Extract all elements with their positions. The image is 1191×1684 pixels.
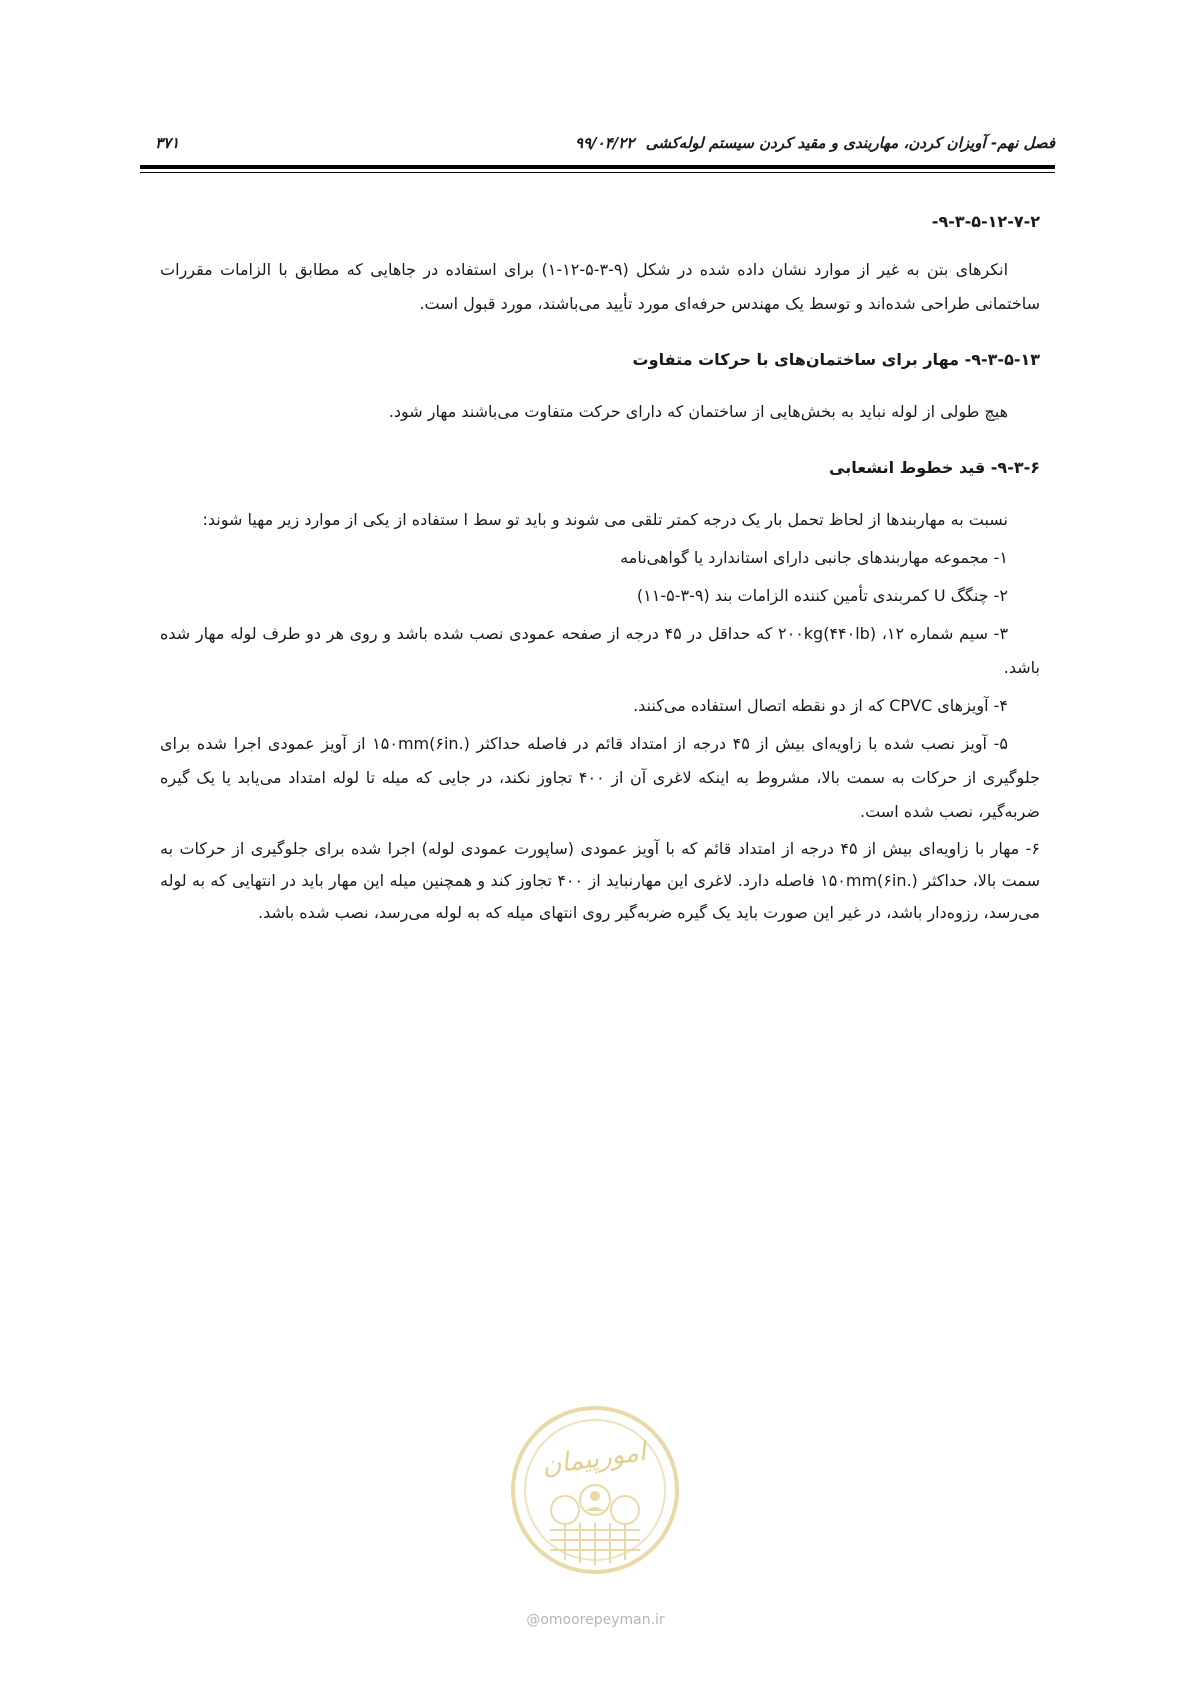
page-number: ۳۷۱ bbox=[155, 134, 180, 152]
section-heading-3: ۹-۳-۶- قید خطوط انشعابی bbox=[829, 458, 1040, 477]
watermark-logo bbox=[510, 1405, 680, 1575]
list-item: ۳- سیم شماره ۱۲، ۲۰۰kg(۴۴۰lb) که حداقل در ۴۵ درجه از صفحه عمودی نصب شده باشد و روی هر دو طرف لوله مهار شده باشد. bbox=[160, 624, 1040, 677]
section-heading-2: ۹-۳-۵-۱۳- مهار برای ساختمان‌های با حرکات متفاوت bbox=[632, 350, 1040, 369]
list-item: ۵- آویز نصب شده با زاویه‌ای بیش از ۴۵ درجه از امتداد قائم در فاصله حداکثر ۱۵۰mm(۶in.) از آویز عمودی اجرا شده برای جلوگیری از حرکات به سمت بالا، مشروط به اینکه لاغری آن از ۴۰۰ تجاوز نکند، در جایی که میله تا لوله امتداد می‌یابد یا یک گیره ضربه‌گیر، نصب شده است. bbox=[160, 734, 1041, 821]
header-rule-thin bbox=[140, 172, 1055, 173]
list-item: ۲- چنگگ U کمربندی تأمین کننده الزامات بند (۹-۳-۵-۱۱) bbox=[636, 586, 1008, 605]
section-paragraph-2: هیچ طولی از لوله نباید به بخش‌هایی از ساختمان که دارای حرکت متفاوت می‌باشند مهار شود. bbox=[388, 402, 1008, 421]
page-header bbox=[140, 128, 1055, 162]
section-intro-3: نسبت به مهاربندها از لحاظ تحمل بار یک درجه کمتر تلقی می شوند و باید تو سط ا ستفاده از یکی از موارد زیر مهیا شوند: bbox=[202, 510, 1008, 529]
section-paragraph-1: انکرهای بتن به غیر از موارد نشان داده شده در شکل (۹-۳-۵-۱۲-۱) برای استفاده در جاهایی که مطابق با الزامات مقررات ساختمانی طراحی شده‌اند و توسط یک مهندس حرفه‌ای مورد تأیید می‌باشند، مورد قبول است. bbox=[160, 260, 1040, 313]
list-item: ۶- مهار با زاویه‌ای بیش از ۴۵ درجه از امتداد قائم که با آویز عمودی (ساپورت عمودی لوله) اجرا شده برای جلوگیری از حرکات به سمت بالا، حداکثر ۱۵۰mm(۶in.) فاصله دارد. لاغری این مهارنباید از ۴۰۰ تجاوز کند و همچنین میله این مهار باید در انتهایی که به لوله می‌رسد، رزوه‌دار باشد، در غیر این صورت باید یک گیره ضربه‌گیر روی انتهای میله که به لوله می‌رسد، نصب شده باشد. bbox=[160, 839, 1041, 922]
page-body bbox=[160, 205, 1040, 929]
header-date: ۹۹/۰۴/۲۲ bbox=[575, 134, 635, 152]
header-rule-thick bbox=[140, 165, 1055, 169]
list-item: ۴- آویزهای CPVC که از دو نقطه اتصال استفاده می‌کنند. bbox=[633, 696, 1008, 715]
watermark-website: @omoorepeyman.ir bbox=[526, 1612, 665, 1628]
list-item: ۱- مجموعه مهاربندهای جانبی دارای استاندارد یا گواهی‌نامه bbox=[620, 548, 1008, 567]
watermark-logo-text: امورپیمان bbox=[540, 1436, 648, 1482]
section-heading-1: ۹-۳-۵-۱۲-۷-۲- bbox=[931, 212, 1040, 231]
chapter-title: فصل نهم- آویزان کردن، مهاربندی و مقید کردن سیستم لوله‌کشی bbox=[645, 134, 1055, 152]
